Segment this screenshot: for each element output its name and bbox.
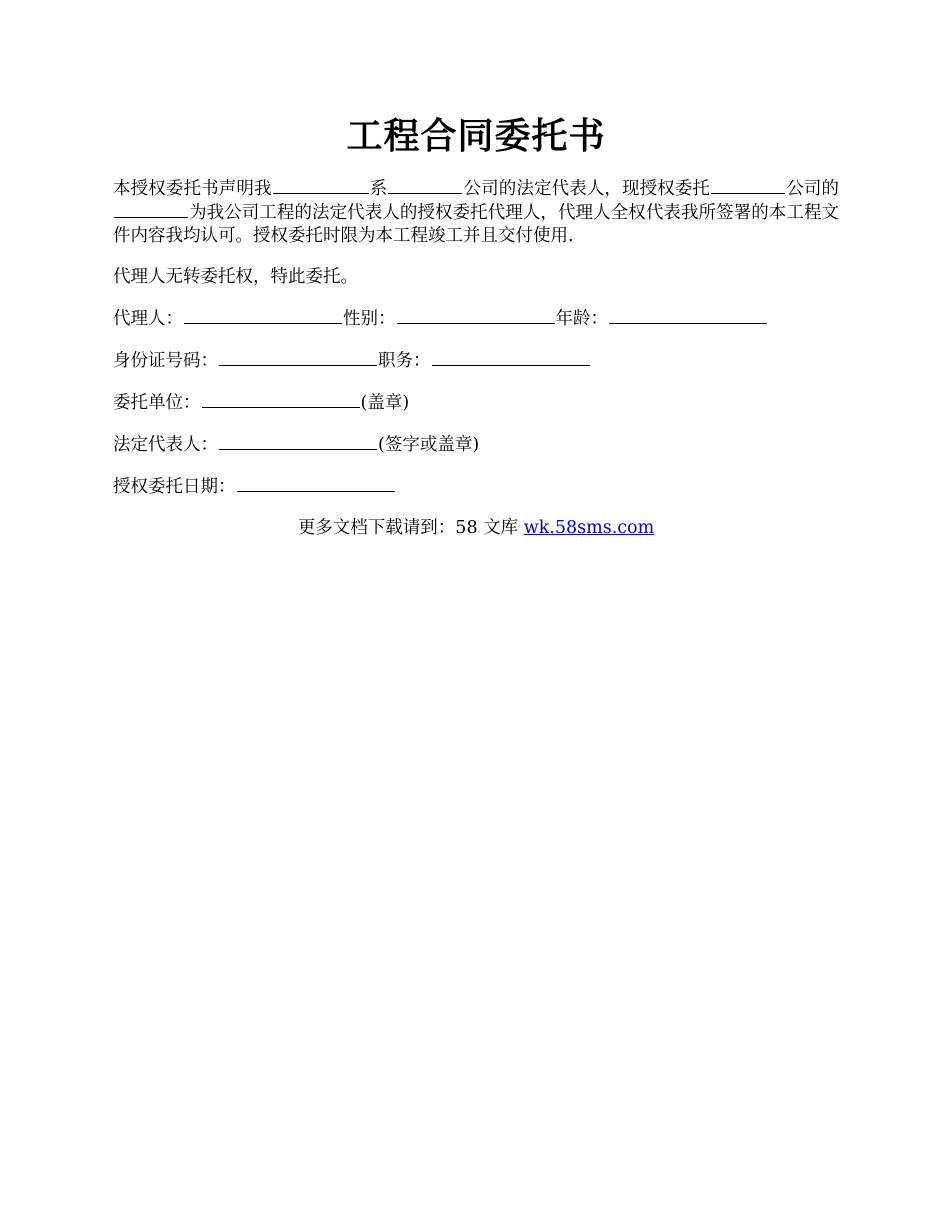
- footer-text: 更多文档下载请到：58 文库: [297, 518, 524, 538]
- intro-text-4: 公司的: [786, 179, 840, 199]
- position-field[interactable]: [432, 349, 590, 366]
- unit-field[interactable]: [202, 391, 360, 408]
- gender-label: 性别：: [343, 309, 396, 329]
- footer-link[interactable]: wk.58sms.com: [523, 518, 655, 538]
- rep-suffix: (签字或盖章): [378, 435, 480, 455]
- intro-text-3: 公司的法定代表人，现授权委托: [463, 179, 711, 199]
- blank-name[interactable]: [273, 177, 369, 194]
- blank-agent-name[interactable]: [114, 201, 188, 218]
- date-field[interactable]: [237, 475, 395, 492]
- rep-field[interactable]: [219, 433, 377, 450]
- id-info-line: [113, 349, 839, 373]
- footer: [113, 517, 839, 540]
- no-transfer-statement: 代理人无转委托权，特此委托。: [113, 267, 358, 287]
- unit-suffix: (盖章): [360, 393, 410, 413]
- unit-line: [113, 391, 839, 415]
- intro-text-1: 本授权委托书声明我: [113, 179, 272, 199]
- blank-company[interactable]: [388, 177, 462, 194]
- age-label: 年龄：: [555, 309, 608, 329]
- date-line: [113, 475, 839, 499]
- intro-text-5: 为我公司工程的法定代表人的授权委托代理人，代理人全权代表我所签署的本工程文件内容我均认可。授权委托时限为本工程竣工并且交付使用.: [113, 203, 839, 246]
- intro-paragraph: [113, 177, 839, 248]
- document-title: 工程合同委托书: [346, 115, 606, 157]
- age-field[interactable]: [609, 307, 767, 324]
- blank-agent-company[interactable]: [711, 177, 785, 194]
- agent-label: 代理人：: [113, 309, 183, 329]
- agent-info-line: [113, 307, 839, 331]
- document-page: [113, 112, 839, 540]
- date-label: 授权委托日期：: [113, 477, 236, 497]
- position-label: 职务：: [378, 351, 431, 371]
- rep-line: [113, 433, 839, 457]
- intro-text-2: 系: [369, 179, 388, 199]
- gender-field[interactable]: [397, 307, 555, 324]
- id-label: 身份证号码：: [113, 351, 218, 371]
- rep-label: 法定代表人：: [113, 435, 218, 455]
- unit-label: 委托单位：: [113, 393, 201, 413]
- agent-field[interactable]: [184, 307, 342, 324]
- id-field[interactable]: [219, 349, 377, 366]
